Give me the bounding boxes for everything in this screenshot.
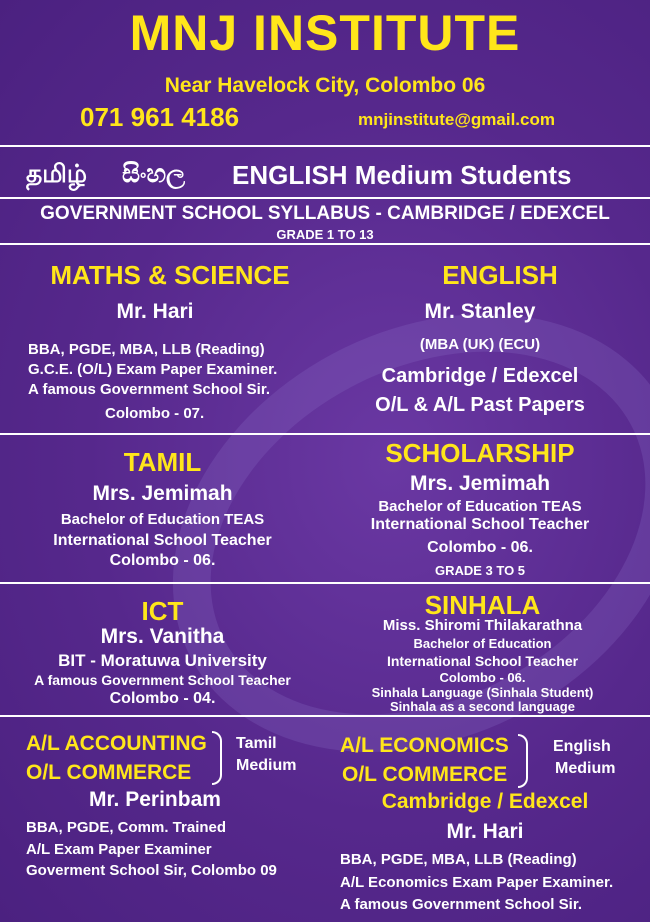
sinhala-qual-3: Colombo - 06. xyxy=(439,670,526,685)
sinhala-qual-2: International School Teacher xyxy=(386,653,579,669)
accounting-qual-2: A/L Exam Paper Examiner xyxy=(26,841,212,858)
scholarship-qual-1: Bachelor of Education TEAS xyxy=(378,498,582,515)
accounting-subject-1: A/L ACCOUNTING xyxy=(26,732,207,755)
accounting-medium-1: Tamil xyxy=(236,735,277,752)
scholarship-grade: GRADE 3 TO 5 xyxy=(434,563,526,578)
divider xyxy=(0,582,650,584)
institute-email: mnjinstitute@gmail.com xyxy=(358,110,555,129)
institute-title: MNJ INSTITUTE xyxy=(129,5,521,61)
economics-qual-1: BBA, PGDE, MBA, LLB (Reading) xyxy=(340,851,577,868)
ict-qual-1: BIT - Moratuwa University xyxy=(58,651,267,670)
accounting-qual-3: Goverment School Sir, Colombo 09 xyxy=(26,862,277,879)
divider xyxy=(0,197,650,199)
medium-tamil: தமிழ் xyxy=(26,160,88,188)
sinhala-qual-1: Bachelor of Education xyxy=(413,636,552,651)
economics-teacher: Mr. Hari xyxy=(446,820,524,843)
institute-address: Near Havelock City, Colombo 06 xyxy=(164,74,486,97)
economics-qual-3: A famous Government School Sir. xyxy=(340,896,582,913)
maths-teacher: Mr. Hari xyxy=(116,300,194,323)
syllabus-line: GOVERNMENT SCHOOL SYLLABUS - CAMBRIDGE / EDEXCEL xyxy=(40,203,610,224)
tamil-teacher: Mrs. Jemimah xyxy=(92,482,233,505)
scholarship-title: SCHOLARSHIP xyxy=(385,438,575,468)
ict-qual-2: A famous Government School Teacher xyxy=(34,672,291,688)
economics-qual-2: A/L Economics Exam Paper Examiner. xyxy=(340,874,614,891)
maths-science-title: MATHS & SCIENCE xyxy=(50,260,290,290)
maths-qual-1: BBA, PGDE, MBA, LLB (Reading) xyxy=(28,341,265,358)
scholarship-teacher: Mrs. Jemimah xyxy=(409,472,551,495)
syllabus-grade: GRADE 1 TO 13 xyxy=(276,227,374,242)
tamil-title: TAMIL xyxy=(123,447,202,477)
ict-title: ICT xyxy=(141,596,184,626)
accounting-teacher: Mr. Perinbam xyxy=(89,788,221,811)
divider xyxy=(0,145,650,147)
tamil-qual-1: Bachelor of Education TEAS xyxy=(60,511,265,528)
economics-medium-1: English xyxy=(553,738,611,755)
economics-subject-2: O/L COMMERCE xyxy=(342,763,508,786)
medium-sinhala: සිංහල xyxy=(122,160,186,188)
maths-qual-3: A famous Government School Sir. xyxy=(28,381,270,398)
divider xyxy=(0,715,650,717)
english-title: ENGLISH xyxy=(442,260,558,290)
maths-qual-2: G.C.E. (O/L) Exam Paper Examiner. xyxy=(28,361,278,378)
accounting-medium-2: Medium xyxy=(236,757,297,774)
divider xyxy=(0,243,650,245)
english-qual: (MBA (UK) (ECU) xyxy=(419,336,541,353)
sinhala-qual-5: Sinhala as a second language xyxy=(390,699,575,714)
ict-teacher: Mrs. Vanitha xyxy=(100,625,225,648)
scholarship-qual-3: Colombo - 06. xyxy=(427,539,533,556)
english-board: Cambridge / Edexcel xyxy=(381,365,579,387)
tamil-qual-2: International School Teacher xyxy=(53,532,272,549)
economics-board: Cambridge / Edexcel xyxy=(381,790,589,813)
sinhala-title: SINHALA xyxy=(424,590,541,620)
brace-decoration xyxy=(518,734,528,788)
divider xyxy=(0,433,650,435)
english-past-papers: O/L & A/L Past Papers xyxy=(375,394,585,416)
ict-qual-3: Colombo - 04. xyxy=(109,690,216,707)
accounting-subject-2: O/L COMMERCE xyxy=(26,761,192,784)
economics-medium-2: Medium xyxy=(555,760,616,777)
accounting-qual-1: BBA, PGDE, Comm. Trained xyxy=(26,819,227,836)
brace-decoration xyxy=(212,731,222,785)
sinhala-teacher: Miss. Shiromi Thilakarathna xyxy=(382,617,583,634)
institute-phone: 071 961 4186 xyxy=(80,102,240,132)
english-teacher: Mr. Stanley xyxy=(424,300,536,323)
economics-subject-1: A/L ECONOMICS xyxy=(340,734,509,757)
scholarship-qual-2: International School Teacher xyxy=(370,516,590,533)
sinhala-qual-4: Sinhala Language (Sinhala Student) xyxy=(371,685,594,700)
maths-qual-4: Colombo - 07. xyxy=(105,405,205,422)
tamil-qual-3: Colombo - 06. xyxy=(109,552,216,569)
medium-english: ENGLISH Medium Students xyxy=(232,160,572,190)
